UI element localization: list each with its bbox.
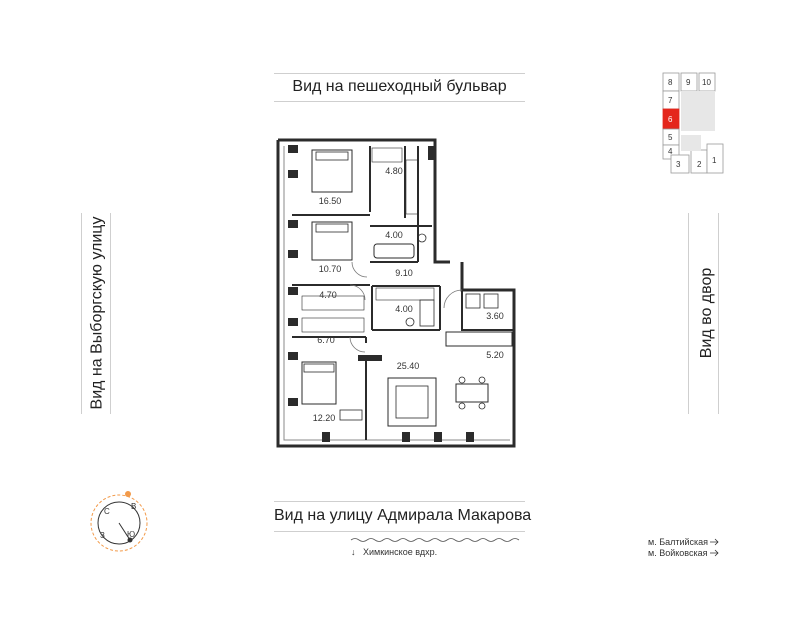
room-area-kitchen: 5.20 (486, 350, 504, 360)
water-label: Химкинское вдхр. (363, 547, 438, 557)
washer (466, 294, 480, 308)
room-area-dress: 6.70 (317, 335, 335, 345)
view-bottom-label: Вид на улицу Адмирала Макарова (274, 507, 532, 524)
toilet-2 (406, 318, 414, 326)
water-arrow-icon: ↓ (351, 547, 356, 557)
floor-3: 3 (676, 160, 681, 169)
room-area-bath1: 4.00 (385, 230, 403, 240)
dining-chairs (459, 377, 485, 409)
bed-3 (302, 362, 336, 404)
room-area-bed1: 16.50 (318, 196, 342, 206)
sofa-seat (396, 386, 428, 418)
wardrobes (302, 148, 434, 332)
compass-w: З (100, 531, 105, 540)
bed-2 (312, 222, 352, 260)
building-keyplan (663, 73, 723, 173)
bed-1-pillows (316, 152, 348, 160)
room-area-bed3: 12.20 (312, 413, 336, 423)
bathtub (374, 244, 414, 258)
room-area-hall: 9.10 (395, 268, 413, 278)
floor-4: 4 (668, 147, 673, 156)
metro-voykovskaya: м. Войковская (648, 548, 708, 558)
room-area-wc1: 4.80 (385, 166, 403, 176)
dryer (484, 294, 498, 308)
floor-10: 10 (702, 78, 711, 87)
water-wave (351, 539, 519, 542)
compass-e: В (131, 502, 137, 511)
compass-s: Ю (127, 530, 136, 539)
floor-1: 1 (712, 156, 717, 165)
view-right-label: Вид во двор (698, 267, 715, 359)
metro-baltiyskaya: м. Балтийская (648, 537, 709, 547)
shower (420, 300, 434, 326)
sofa (388, 378, 436, 426)
floor-8: 8 (668, 78, 673, 87)
room-area-bed2: 10.70 (318, 264, 342, 274)
window-line (284, 146, 510, 440)
floor-7: 7 (668, 96, 673, 105)
room-area-corr: 4.70 (319, 290, 337, 300)
compass-n: С (104, 507, 110, 516)
floor-6: 6 (668, 115, 673, 124)
compass (91, 491, 147, 551)
floor-9: 9 (686, 78, 691, 87)
bed-2-pillows (316, 224, 348, 232)
sun-marker (125, 491, 131, 497)
desk (340, 410, 362, 420)
room-area-laundry: 3.60 (486, 311, 504, 321)
floor-5: 5 (668, 133, 673, 142)
room-area-bath2: 4.00 (395, 304, 413, 314)
bed-1 (312, 150, 352, 192)
room-area-living: 25.40 (396, 361, 420, 371)
toilet-1 (418, 234, 426, 242)
view-top-label: Вид на пешеходный бульвар (292, 78, 507, 95)
metro-arrows (710, 539, 718, 556)
kitchen-counter (446, 332, 512, 346)
window-posts (288, 145, 474, 442)
bed-3-pillows (304, 364, 334, 372)
dining-table (456, 384, 488, 402)
view-left-label: Вид на Выборгскую улицу (88, 216, 106, 410)
floor-2: 2 (697, 160, 702, 169)
